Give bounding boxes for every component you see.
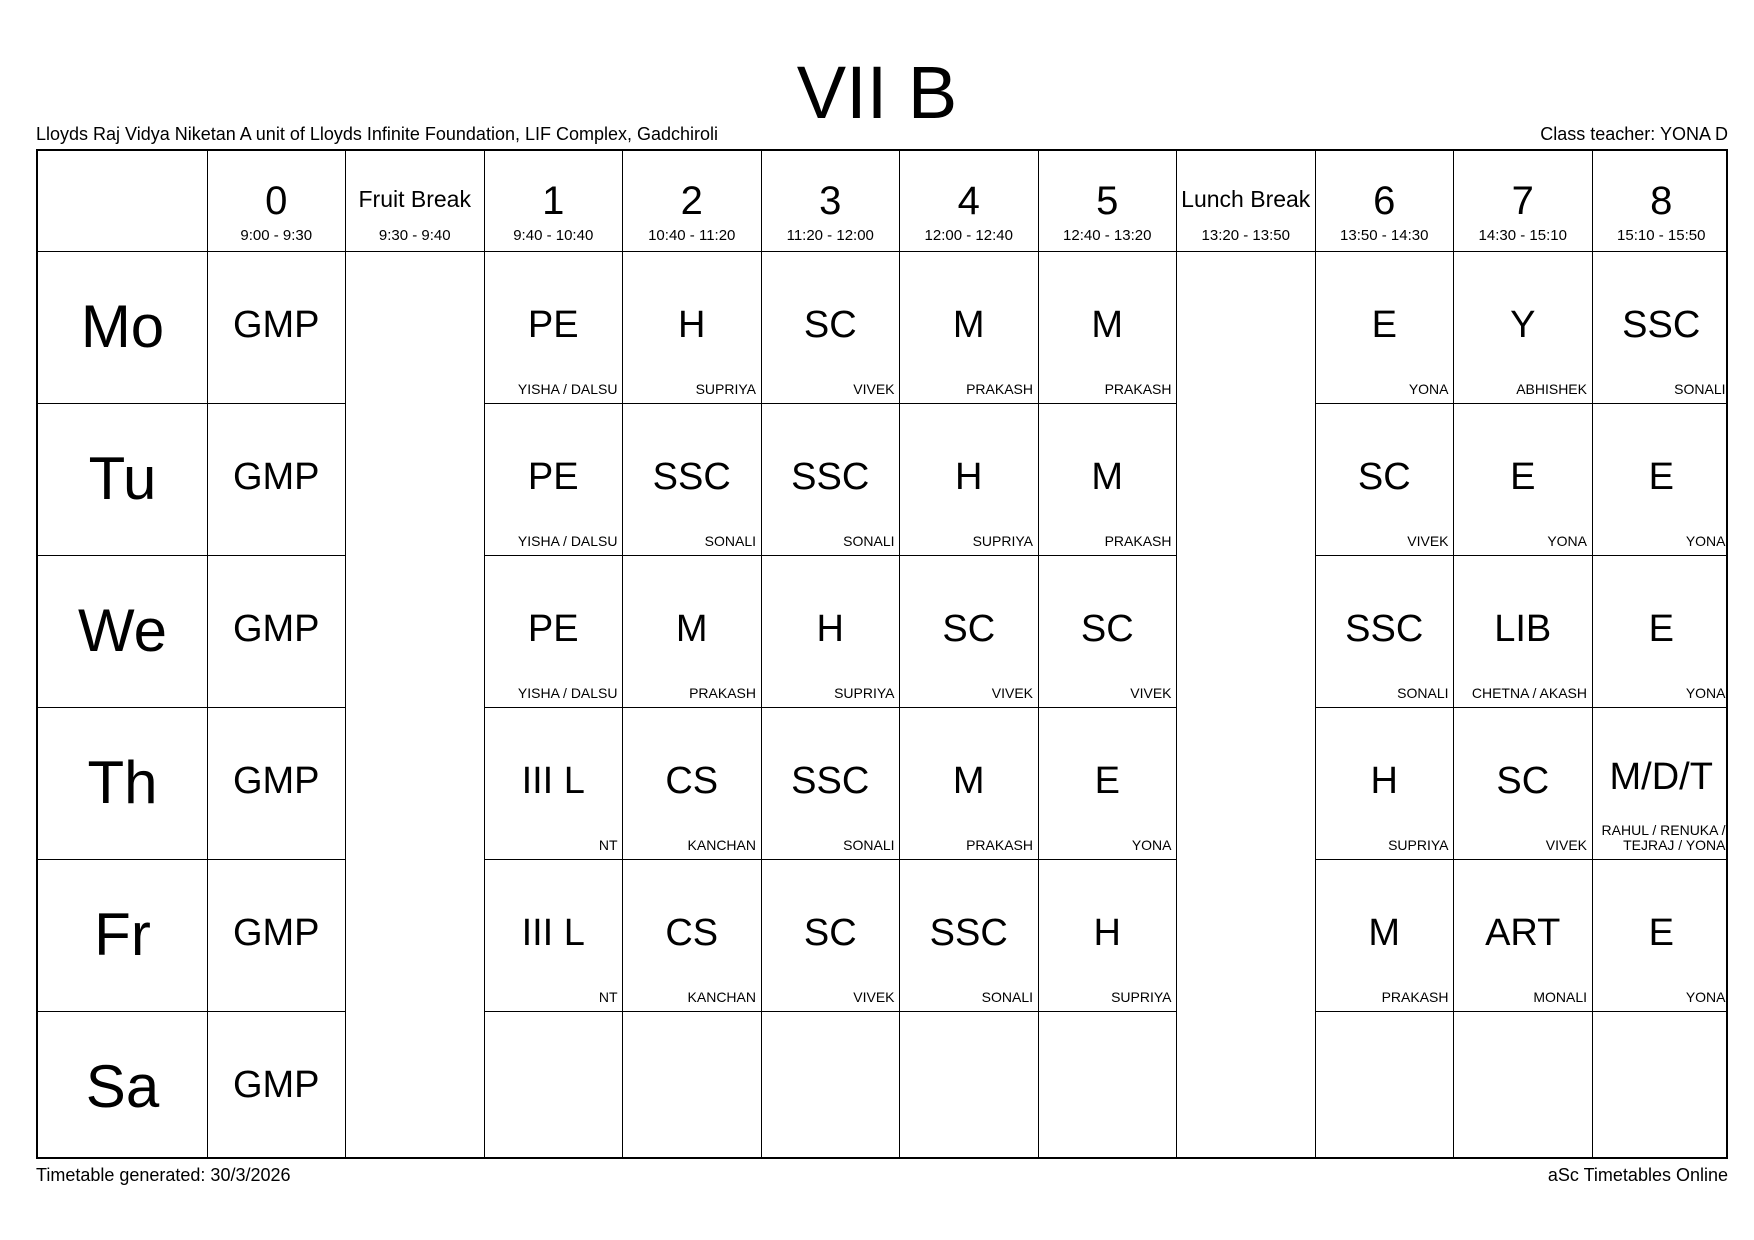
lesson-cell [207, 1011, 346, 1163]
lesson-cell [1454, 403, 1593, 555]
lesson-cell [207, 555, 346, 707]
teacher-name: ABHISHEK [1516, 381, 1587, 397]
teacher-name: SONALI [981, 989, 1033, 1005]
grid-line [38, 403, 346, 404]
break-label: Fruit Break [358, 186, 471, 212]
grid-line [1315, 859, 1726, 860]
teacher-name: RAHUL / RENUKA / TEJRAJ / YONA [1601, 822, 1726, 853]
teacher-name: SUPRIYA [695, 381, 756, 397]
teacher-name: YONA [1685, 989, 1726, 1005]
subject-code: CS [665, 760, 719, 802]
subject-code: H [1370, 760, 1398, 802]
generated-date: Timetable generated: 30/3/2026 [36, 1165, 291, 1185]
period-time: 11:20 - 12:00 [786, 227, 874, 244]
grid-line [484, 859, 1177, 860]
grid-line [38, 707, 346, 708]
teacher-name: YONA [1685, 685, 1726, 701]
period-header [1454, 151, 1593, 251]
subject-code: SSC [1345, 608, 1424, 650]
lesson-cell [623, 859, 762, 1011]
subject-code: SC [1080, 608, 1134, 650]
lesson-cell [207, 251, 346, 403]
teacher-name: VIVEK [853, 381, 895, 397]
period-header [1592, 151, 1731, 251]
subject-code: SC [803, 912, 857, 954]
lesson-cell [207, 859, 346, 1011]
teacher-name: CHETNA / AKASH [1471, 685, 1587, 701]
teacher-name: NT [598, 837, 618, 853]
day-label: Mo [80, 293, 165, 360]
subject-code: Y [1510, 304, 1536, 346]
period-time: 9:30 - 9:40 [378, 227, 451, 244]
period-time: 10:40 - 11:20 [648, 227, 736, 244]
subject-code: ART [1485, 912, 1561, 954]
subject-code: SC [1357, 456, 1411, 498]
school-name: Lloyds Raj Vidya Niketan A unit of Lloyds Infinite Foundation, LIF Complex, Gadchiroli [36, 124, 719, 144]
subject-code: PE [527, 608, 579, 650]
teacher-name: PRAKASH [966, 381, 1033, 397]
grid-line [484, 555, 1177, 556]
teacher-name: SONALI [704, 533, 756, 549]
subject-code: SC [1496, 760, 1550, 802]
teacher-name: MONALI [1533, 989, 1587, 1005]
subject-code: GMP [232, 608, 320, 650]
period-number: 5 [1096, 179, 1119, 223]
lesson-cell [1454, 859, 1593, 1011]
subject-code: H [816, 608, 844, 650]
lesson-cell [761, 707, 900, 859]
teacher-name: YONA [1685, 533, 1726, 549]
lesson-cell [1454, 707, 1593, 859]
timetable-grid [36, 149, 1728, 1159]
subject-code: SSC [652, 456, 731, 498]
lesson-cell [207, 403, 346, 555]
subject-code: LIB [1494, 608, 1552, 650]
subject-code: GMP [232, 304, 320, 346]
period-number: 1 [542, 179, 565, 223]
subject-code: E [1648, 608, 1674, 650]
period-time: 12:40 - 13:20 [1063, 227, 1152, 244]
period-time: 9:00 - 9:30 [240, 227, 313, 244]
grid-line [484, 707, 1177, 708]
teacher-name: SUPRIYA [834, 685, 895, 701]
day-label: Th [87, 749, 158, 816]
day-label: Sa [85, 1053, 160, 1120]
lesson-cell [761, 555, 900, 707]
subject-code: E [1371, 304, 1397, 346]
lesson-cell [1038, 555, 1177, 707]
subject-code: SSC [1622, 304, 1701, 346]
teacher-name: PRAKASH [1104, 381, 1172, 397]
lesson-cell [1038, 403, 1177, 555]
grid-line [38, 555, 346, 556]
lesson-cell [1592, 251, 1731, 403]
teacher-name: VIVEK [1545, 837, 1587, 853]
lesson-cell [484, 251, 623, 403]
lesson-cell [1315, 859, 1454, 1011]
period-number: 6 [1373, 179, 1396, 223]
teacher-name: NT [598, 989, 618, 1005]
lesson-cell [761, 403, 900, 555]
teacher-name: PRAKASH [689, 685, 756, 701]
lesson-cell [1592, 707, 1731, 859]
grid-line [1315, 1011, 1726, 1012]
period-time: 13:50 - 14:30 [1340, 227, 1429, 244]
teacher-name: PRAKASH [1381, 989, 1449, 1005]
teacher-name: YISHA / DALSU [517, 381, 618, 397]
lesson-cell [1315, 555, 1454, 707]
period-time: 13:20 - 13:50 [1201, 227, 1290, 244]
day-label: Tu [88, 445, 157, 512]
period-header [623, 151, 762, 251]
lesson-cell [1592, 859, 1731, 1011]
teacher-name: YISHA / DALSU [517, 533, 618, 549]
period-number: 2 [680, 179, 703, 223]
lesson-cell [900, 859, 1039, 1011]
period-header [484, 151, 623, 251]
teacher-name: PRAKASH [1104, 533, 1172, 549]
subject-code: III L [521, 912, 585, 954]
subject-code: M [1091, 456, 1124, 498]
period-header [207, 151, 346, 251]
teacher-name: SONALI [843, 837, 895, 853]
teacher-name: VIVEK [991, 685, 1033, 701]
lesson-cell [761, 251, 900, 403]
teacher-name: YISHA / DALSU [517, 685, 618, 701]
day-label: Fr [94, 901, 151, 968]
lesson-cell [623, 403, 762, 555]
period-header [346, 151, 485, 251]
subject-code: GMP [232, 912, 320, 954]
day-label: We [78, 597, 167, 664]
lesson-cell [207, 707, 346, 859]
subject-code: SSC [929, 912, 1008, 954]
lesson-cell [623, 707, 762, 859]
teacher-name: SONALI [843, 533, 895, 549]
subject-code: M [675, 608, 708, 650]
subject-code: M [952, 760, 985, 802]
period-header [1038, 151, 1177, 251]
period-number: 0 [265, 179, 288, 223]
period-number: 4 [957, 179, 980, 223]
lesson-cell [1454, 555, 1593, 707]
lesson-cell [1038, 859, 1177, 1011]
teacher-name: YONA [1408, 381, 1449, 397]
lesson-cell [1315, 707, 1454, 859]
period-header [900, 151, 1039, 251]
teacher-name: SUPRIYA [1111, 989, 1172, 1005]
period-number: 8 [1650, 179, 1673, 223]
grid-line [38, 1011, 346, 1012]
teacher-name: PRAKASH [966, 837, 1033, 853]
subject-code: III L [521, 760, 585, 802]
lesson-cell [623, 251, 762, 403]
grid-line [1315, 403, 1726, 404]
period-header [761, 151, 900, 251]
subject-code: E [1094, 760, 1120, 802]
teacher-name: VIVEK [1407, 533, 1449, 549]
lesson-cell [1315, 403, 1454, 555]
lesson-cell [900, 251, 1039, 403]
teacher-name: SONALI [1674, 381, 1726, 397]
subject-code: H [678, 304, 706, 346]
period-number: 3 [819, 179, 842, 223]
subject-code: SSC [791, 456, 870, 498]
subject-code: M [1368, 912, 1401, 954]
subject-code: GMP [232, 760, 320, 802]
subject-code: E [1648, 456, 1674, 498]
subject-code: E [1510, 456, 1536, 498]
lesson-cell [1038, 707, 1177, 859]
subject-code: H [1093, 912, 1121, 954]
lesson-cell [1038, 251, 1177, 403]
grid-line [38, 859, 346, 860]
teacher-name: YONA [1131, 837, 1172, 853]
period-time: 9:40 - 10:40 [513, 227, 594, 244]
subject-code: E [1648, 912, 1674, 954]
timetable-title: VII B [796, 51, 958, 134]
grid-line [484, 1011, 1177, 1012]
footer-brand: aSc Timetables Online [1547, 1165, 1728, 1185]
grid-line [1315, 707, 1726, 708]
lesson-cell [1315, 251, 1454, 403]
subject-code: SSC [791, 760, 870, 802]
period-time: 12:00 - 12:40 [924, 227, 1013, 244]
subject-code: M/D/T [1609, 756, 1713, 798]
subject-code: PE [527, 304, 579, 346]
lesson-cell [484, 859, 623, 1011]
class-teacher: Class teacher: YONA D [1540, 124, 1728, 144]
lesson-cell [1592, 555, 1731, 707]
lesson-cell [623, 555, 762, 707]
lesson-cell [484, 403, 623, 555]
teacher-name: KANCHAN [687, 837, 756, 853]
period-time: 15:10 - 15:50 [1617, 227, 1706, 244]
teacher-name: SONALI [1397, 685, 1449, 701]
teacher-name: SUPRIYA [972, 533, 1033, 549]
subject-code: M [952, 304, 985, 346]
subject-code: H [955, 456, 983, 498]
period-header [1315, 151, 1454, 251]
teacher-name: YONA [1547, 533, 1587, 549]
lesson-cell [900, 555, 1039, 707]
teacher-name: KANCHAN [687, 989, 756, 1005]
teacher-name: SUPRIYA [1388, 837, 1449, 853]
lesson-cell [900, 403, 1039, 555]
teacher-name: VIVEK [853, 989, 895, 1005]
subject-code: CS [665, 912, 719, 954]
lesson-cell [484, 707, 623, 859]
subject-code: SC [942, 608, 996, 650]
grid-line [484, 403, 1177, 404]
lesson-cell [1454, 251, 1593, 403]
subject-code: SC [803, 304, 857, 346]
teacher-name: VIVEK [1130, 685, 1172, 701]
period-number: 7 [1511, 179, 1534, 223]
lesson-cell [484, 555, 623, 707]
period-header [1177, 151, 1316, 251]
lesson-cell [900, 707, 1039, 859]
subject-code: PE [527, 456, 579, 498]
subject-code: GMP [232, 456, 320, 498]
break-label: Lunch Break [1181, 186, 1311, 212]
period-time: 14:30 - 15:10 [1478, 227, 1567, 244]
lesson-cell [1592, 403, 1731, 555]
subject-code: GMP [232, 1064, 320, 1106]
grid-line [1315, 555, 1726, 556]
subject-code: M [1091, 304, 1124, 346]
lesson-cell [761, 859, 900, 1011]
